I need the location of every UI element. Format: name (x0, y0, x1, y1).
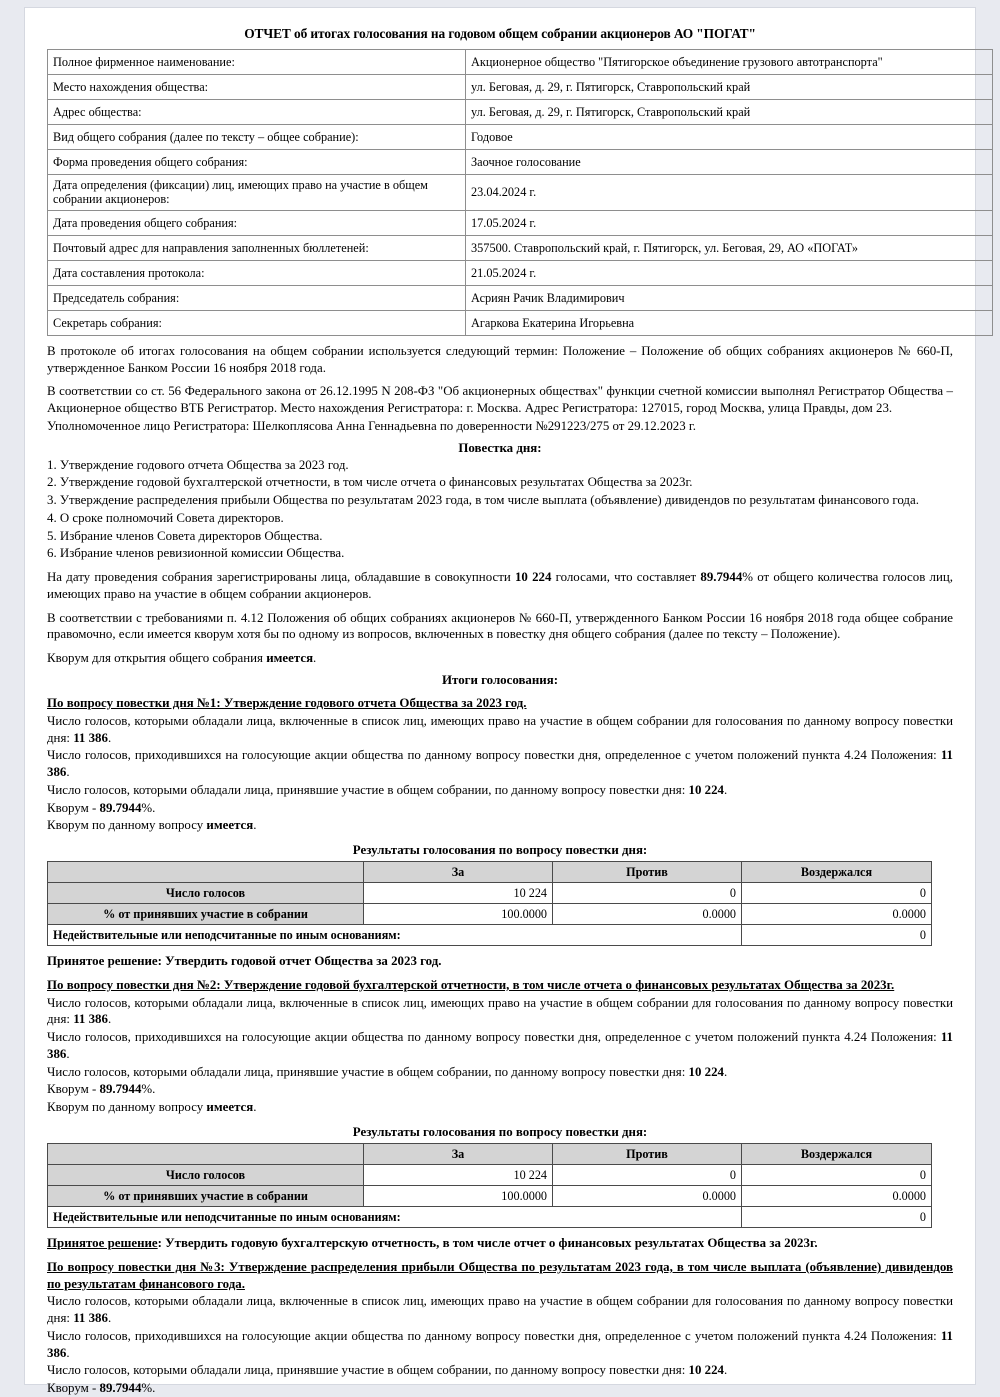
info-value: ул. Беговая, д. 29, г. Пятигорск, Ставропольский край (466, 99, 993, 124)
table-row (48, 1207, 932, 1228)
q1-votes-voting-shares: Число голосов, приходившихся на голосующие акции общества по данному вопросу повестки дня, определенное с учетом положений пункта 4.24 Положения: 11 386. (47, 748, 953, 780)
opening-quorum-status: имеется (266, 651, 314, 666)
quorum-status-value: имеется (206, 1100, 254, 1115)
agenda-item-1: 1. Утверждение годового отчета Общества за 2023 год. (47, 457, 349, 472)
info-label: Дата определения (фиксации) лиц, имеющих право на участие в общем собрании акционеров: (48, 174, 466, 210)
votes-for: 10 224 (364, 883, 553, 904)
q2-decision (47, 1235, 953, 1252)
corner-cell (48, 1144, 364, 1165)
row-header-invalid: Недействительные или неподсчитанные по иным основаниям: (48, 925, 742, 946)
decision-colon: : (157, 954, 166, 969)
votes-abstained: 0 (742, 883, 932, 904)
table-row (48, 235, 993, 260)
row-header-invalid: Недействительные или неподсчитанные по иным основаниям: (48, 1207, 742, 1228)
invalid-value: 0 (742, 1207, 932, 1228)
agenda-item-4: 4. О сроке полномочий Совета директоров. (47, 510, 284, 525)
q1-decision (47, 953, 953, 970)
info-label: Вид общего собрания (далее по тексту – общее собрание): (48, 124, 466, 149)
votes-list-value: 11 386 (73, 1012, 108, 1027)
table-row (48, 99, 993, 124)
q1-quorum (47, 800, 953, 817)
quorum-suffix: %. (141, 1381, 156, 1396)
decision-label: Принятое решение (47, 1236, 158, 1251)
info-label: Председатель собрания: (48, 285, 466, 310)
term-paragraph: В протоколе об итогах голосования на общем собрании используется следующий термин: Положение – Положение об общих собраниях акционеров № 660-П, утвержденное Банком России 16 ноября 2018 года. (47, 343, 953, 375)
authorized-person-paragraph: Уполномоченное лицо Регистратора: Шелкоплясова Анна Геннадьевна по доверенности №291223/275 от 29.12.2023 г. (47, 418, 696, 433)
quorum-status-suffix: . (253, 1100, 257, 1115)
q1-quorum-status (47, 817, 953, 834)
info-value: 17.05.2024 г. (466, 210, 993, 235)
info-value: 21.05.2024 г. (466, 260, 993, 285)
quorum-suffix: %. (141, 1082, 156, 1097)
table-row (48, 1144, 932, 1165)
quorum-value: 89.7944 (99, 1082, 142, 1097)
question-2-heading: По вопросу повестки дня №2: Утверждение годовой бухгалтерской отчетности, в том числе отчета о финансовых результатах Общества за 2023г. (47, 977, 895, 992)
info-label: Дата проведения общего собрания: (48, 210, 466, 235)
table-row (48, 883, 932, 904)
votes-list-value: 11 386 (73, 730, 108, 745)
opening-quorum-prefix: Кворум для открытия общего собрания (47, 651, 267, 666)
votes-against: 0 (553, 883, 742, 904)
info-value: ул. Беговая, д. 29, г. Пятигорск, Ставропольский край (466, 74, 993, 99)
decision-label: Принятое решение (47, 954, 158, 969)
percent-abstained: 0.0000 (742, 1186, 932, 1207)
info-label: Почтовый адрес для направления заполненных бюллетеней: (48, 235, 466, 260)
q1-votes-list: Число голосов, которыми обладали лица, включенные в список лиц, имеющих право на участие в общем собрании для голосования по данному вопросу повестки дня: 11 386. (47, 713, 953, 745)
results-heading: Итоги голосования: (442, 673, 558, 687)
registrar-paragraph: В соответствии со ст. 56 Федерального закона от 26.12.1995 N 208-ФЗ "Об акционерных обществах" функции счетной комиссии выполнял Регистратор Общества – Акционерное общество ВТБ Регистратор. Место нахождения Регистратора: г. Москва. Адрес Регистратора: 127015, город Москва, улица Правды, дом 23. (47, 384, 953, 416)
table-row (48, 925, 932, 946)
votes-abstained: 0 (742, 1165, 932, 1186)
votes-voting-shares-value: 11 386 (47, 1328, 953, 1360)
invalid-value: 0 (742, 925, 932, 946)
registered-votes: 10 224 (514, 570, 552, 585)
question-1-heading: По вопросу повестки дня №1: Утверждение годового отчета Общества за 2023 год. (47, 696, 527, 710)
column-header-against: Против (553, 1144, 742, 1165)
info-label: Место нахождения общества: (48, 74, 466, 99)
table-row (48, 260, 993, 285)
agenda-item-2: 2. Утверждение годовой бухгалтерской отчетности, в том числе отчета о финансовых результатах Общества за 2023г. (47, 475, 693, 490)
quorum-status-suffix: . (253, 818, 257, 833)
votes-participated-label: Число голосов, которыми обладали лица, принявшие участие в общем собрании, по данному вопросу повестки дня: (47, 1363, 689, 1378)
agenda-item-6: 6. Избрание членов ревизионной комиссии Общества. (47, 546, 345, 561)
info-value: 357500. Ставропольский край, г. Пятигорск, ул. Беговая, 29, АО «ПОГАТ» (466, 235, 993, 260)
votes-voting-shares-value: 11 386 (47, 1030, 953, 1061)
table-row (48, 285, 993, 310)
percent-abstained: 0.0000 (742, 904, 932, 925)
page-title: ОТЧЕТ об итогах голосования на годовом общем собрании акционеров АО "ПОГАТ" (244, 26, 756, 41)
q3-votes-list: Число голосов, которыми обладали лица, включенные в список лиц, имеющих право на участие в общем собрании для голосования по данному вопросу повестки дня: 11 386. (47, 1294, 953, 1326)
info-label: Дата составления протокола: (48, 260, 466, 285)
document-page (25, 8, 975, 1396)
decision-text: Утвердить годовую бухгалтерскую отчетность, в том числе отчет о финансовых результатах Общества за 2023г. (165, 1236, 818, 1251)
q3-votes-participated: Число голосов, которыми обладали лица, принявшие участие в общем собрании, по данному вопросу повестки дня: 10 224. (47, 1363, 728, 1378)
info-value: Заочное голосование (466, 149, 993, 174)
q2-quorum (47, 1081, 953, 1098)
info-label: Адрес общества: (48, 99, 466, 124)
agenda-item-5: 5. Избрание членов Совета директоров Общества. (47, 528, 323, 543)
q2-quorum-status (47, 1099, 953, 1116)
info-value: Агаркова Екатерина Игорьевна (466, 310, 993, 335)
column-header-against: Против (553, 862, 742, 883)
q1-results-caption: Результаты голосования по вопросу повестки дня: (352, 843, 648, 858)
registered-shareholders-paragraph (47, 569, 953, 603)
question-3-heading: По вопросу повестки дня №3: Утверждение распределения прибыли Общества по результатам 2023 года, в том числе выплата (объявление) дивидендов по результатам финансового года. (47, 1259, 953, 1291)
percent-against: 0.0000 (553, 904, 742, 925)
row-header-votes: Число голосов (48, 883, 364, 904)
q2-votes-voting-shares: Число голосов, приходившихся на голосующие акции общества по данному вопросу повестки дня, определенное с учетом положений пункта 4.24 Положения: 11 386. (47, 1030, 953, 1061)
table-row (48, 904, 932, 925)
votes-participated-value: 10 224 (688, 1064, 724, 1079)
table-row (48, 1165, 932, 1186)
quorum-status-label: Кворум по данному вопросу (47, 1100, 207, 1115)
q3-quorum (47, 1380, 953, 1397)
votes-list-label: Число голосов, которыми обладали лица, включенные в список лиц, имеющих право на участие в общем собрании для голосования по данному вопросу повестки дня: (47, 995, 953, 1027)
decision-colon: : (157, 1236, 166, 1251)
table-row (48, 310, 993, 335)
votes-participated-value: 10 224 (688, 782, 724, 797)
column-header-for: За (364, 1144, 553, 1165)
opening-quorum-paragraph (47, 650, 953, 667)
info-value: Акционерное общество "Пятигорское объединение грузового автотранспорта" (466, 49, 993, 74)
votes-voting-shares-label: Число голосов, приходившихся на голосующие акции общества по данному вопросу повестки дня, определенное с учетом положений пункта 4.24 Положения: (47, 1328, 941, 1343)
info-value: Годовое (466, 124, 993, 149)
q2-results-caption: Результаты голосования по вопросу повестки дня: (352, 1125, 648, 1140)
info-label: Форма проведения общего собрания: (48, 149, 466, 174)
corner-cell (48, 862, 364, 883)
votes-participated-value: 10 224 (688, 1363, 724, 1378)
quorum-label: Кворум - (47, 800, 100, 815)
regulation-paragraph: В соответствии с требованиями п. 4.12 Положения об общих собраниях акционеров № 660-П, утвержденного Банком России 16 ноября 2018 года общее собрание правомочно, если имеется кворум хотя бы по одному из вопросов, включенных в повестку дня общего собрания (далее по тексту – Положение). (47, 610, 953, 642)
q1-votes-participated: Число голосов, которыми обладали лица, принявшие участие в общем собрании, по данному вопросу повестки дня: 10 224. (47, 782, 728, 797)
table-row (48, 149, 993, 174)
votes-voting-shares-label: Число голосов, приходившихся на голосующие акции общества по данному вопросу повестки дня, определенное с учетом положений пункта 4.24 Положения: (47, 1030, 941, 1045)
row-header-percent: % от принявших участие в собрании (48, 1186, 364, 1207)
votes-for: 10 224 (364, 1165, 553, 1186)
votes-list-label: Число голосов, которыми обладали лица, включенные в список лиц, имеющих право на участие в общем собрании для голосования по данному вопросу повестки дня: (47, 1294, 953, 1326)
q2-votes-participated: Число голосов, которыми обладали лица, принявшие участие в общем собрании, по данному вопросу повестки дня: 10 224. (47, 1064, 728, 1079)
row-header-votes: Число голосов (48, 1165, 364, 1186)
percent-for: 100.0000 (364, 904, 553, 925)
votes-participated-label: Число голосов, которыми обладали лица, принявшие участие в общем собрании, по данному вопросу повестки дня: (47, 782, 689, 797)
decision-text: Утвердить годовой отчет Общества за 2023 год. (165, 954, 442, 969)
percent-against: 0.0000 (553, 1186, 742, 1207)
votes-voting-shares-value: 11 386 (47, 748, 953, 780)
votes-voting-shares-label: Число голосов, приходившихся на голосующие акции общества по данному вопросу повестки дня, определенное с учетом положений пункта 4.24 Положения: (47, 748, 941, 763)
q3-votes-voting-shares: Число голосов, приходившихся на голосующие акции общества по данному вопросу повестки дня, определенное с учетом положений пункта 4.24 Положения: 11 386. (47, 1328, 953, 1360)
table-row (48, 210, 993, 235)
percent-for: 100.0000 (364, 1186, 553, 1207)
registered-mid: голосами, что составляет (551, 570, 701, 585)
quorum-label: Кворум - (47, 1082, 100, 1097)
registered-prefix: На дату проведения собрания зарегистрированы лица, обладавшие в совокупности (47, 570, 515, 585)
q1-results-table (47, 861, 932, 946)
votes-list-value: 11 386 (73, 1311, 108, 1326)
quorum-label: Кворум - (47, 1381, 100, 1396)
agenda-heading: Повестка дня: (458, 440, 542, 455)
info-label: Полное фирменное наименование: (48, 49, 466, 74)
table-row (48, 1186, 932, 1207)
registered-percent: 89.7944 (700, 570, 743, 585)
table-row (48, 74, 993, 99)
quorum-value: 89.7944 (99, 800, 142, 815)
quorum-suffix: %. (141, 800, 156, 815)
votes-against: 0 (553, 1165, 742, 1186)
quorum-status-value: имеется (206, 818, 254, 833)
info-value: Асриян Рачик Владимирович (466, 285, 993, 310)
opening-quorum-suffix: . (313, 651, 317, 666)
meeting-info-table (47, 49, 993, 336)
q2-results-table (47, 1143, 932, 1228)
column-header-abstained: Воздержался (742, 862, 932, 883)
row-header-percent: % от принявших участие в собрании (48, 904, 364, 925)
table-row (48, 174, 993, 210)
table-row (48, 862, 932, 883)
column-header-abstained: Воздержался (742, 1144, 932, 1165)
agenda-item-3: 3. Утверждение распределения прибыли Общества по результатам 2023 года, в том числе выплата (объявление) дивидендов по результатам финансового года. (47, 493, 919, 508)
quorum-value: 89.7944 (99, 1381, 142, 1396)
table-row (48, 49, 993, 74)
info-label: Секретарь собрания: (48, 310, 466, 335)
q2-votes-list: Число голосов, которыми обладали лица, включенные в список лиц, имеющих право на участие в общем собрании для голосования по данному вопросу повестки дня: 11 386. (47, 995, 953, 1027)
votes-participated-label: Число голосов, которыми обладали лица, принявшие участие в общем собрании, по данному вопросу повестки дня: (47, 1064, 689, 1079)
quorum-status-label: Кворум по данному вопросу (47, 818, 207, 833)
info-value: 23.04.2024 г. (466, 174, 993, 210)
votes-list-label: Число голосов, которыми обладали лица, включенные в список лиц, имеющих право на участие в общем собрании для голосования по данному вопросу повестки дня: (47, 713, 953, 745)
registered-suffix: % от общего количества голосов лиц, имеющих право на участие в общем собрании акционеров. (47, 570, 953, 601)
column-header-for: За (364, 862, 553, 883)
table-row (48, 124, 993, 149)
